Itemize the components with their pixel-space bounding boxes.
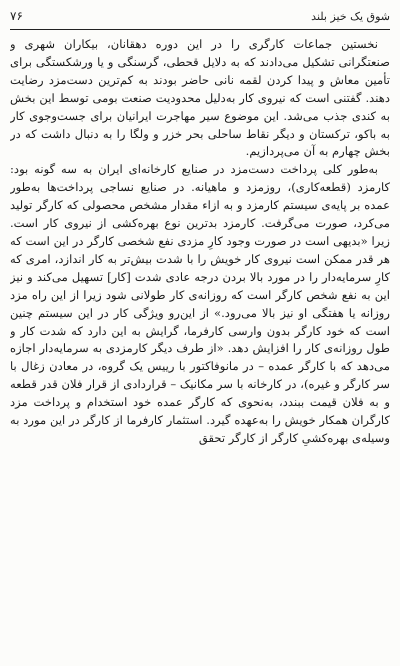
- body-text: [10, 36, 390, 664]
- page-number: ۷۶: [10, 9, 23, 23]
- header-rule: [10, 29, 390, 30]
- running-title: شوق یک خیز بلند: [311, 9, 390, 23]
- page-header: [10, 4, 390, 28]
- paragraph: نخستین جماعات کارگری را در این دوره دهقانان، بیکاران شهری و صنعتگرانی تشکیل می‌دادند که به دلایل قحطی، گرسنگی و یا ورشکستگی برای تأمین معاش و پیدا کردن لقمه نانی حاضر بودند به کم‌ترین دست‌مزد رضایت دهند. گفتنی است که نیروی کار به‌دلیل محدودیت صنعت بومی توسط این بخش به کندی جذب می‌شد. این موضوع سیر مهاجرت ایرانیان برای جست‌وجوی کار به باکو، ترکستان و دیگر نقاط ساحلی بحر خزر و ولگا را به دنبال داشت که در بخش چهارم به آن می‌پردازیم.: [10, 37, 390, 159]
- paragraph: به‌طور کلی پرداخت دست‌مزد در صنایع کارخانه‌ای ایران به سه گونه بود: کارمزد (قطعه‌کاری)، روزمزد و ماهیانه. در صنایع نساجی پرداخت‌ها به‌طور عمده بر پایه‌ی سیستم کارمزد و به ازاء مقدار مشخص محصولی که کارگر تولید می‌کرد، صورت می‌گرفت. کارمزد بدترین نوع بهره‌کشی از نیروی کار است. زیرا «بدیهی است در صورت وجود کارِ مزدی نفع شخصی کارگر در این است که هر قدر ممکن است نیروی کار خویش را با شدت بیش‌تر به کار اندازد، امری که کارِ سرمایه‌دار را در مورد بالا بردن درجه عادی شدت [کار] تسهیل می‌کند و نیز این به نفع شخص کارگر است که روزانه‌ی کار طولانی شود زیرا از این راه مزد روزانه یا هفتگی او نیز بالا می‌رود.» از این‌رو ویژگی کار در این سیستم چنین است که خود کارگر بدون وارسی کارفرما، گرایش به این دارد که شدت کار و طول روزانه‌ی کار را افزایش دهد. «از طرف دیگر کارمزدی به سرمایه‌دار اجازه می‌دهد که با کارگر عمده – در مانوفاکتور با رییس یک گروه، در معادن زغال با سر کارگر و غیره)، در کارخانه با سر مکانیک – قراردادی از قرار فلان قدر قطعه و به فلان قیمت ببندد، به‌نحوی که کارگر عمده خود استخدام و پرداخت مزد کارگران همکار خویش را به‌عهده گیرد. استثمار کارفرما از کارگر در این مورد به وسیله‌ی بهره‌کشیِ کارگر از کارگر تحقق: [10, 162, 390, 445]
